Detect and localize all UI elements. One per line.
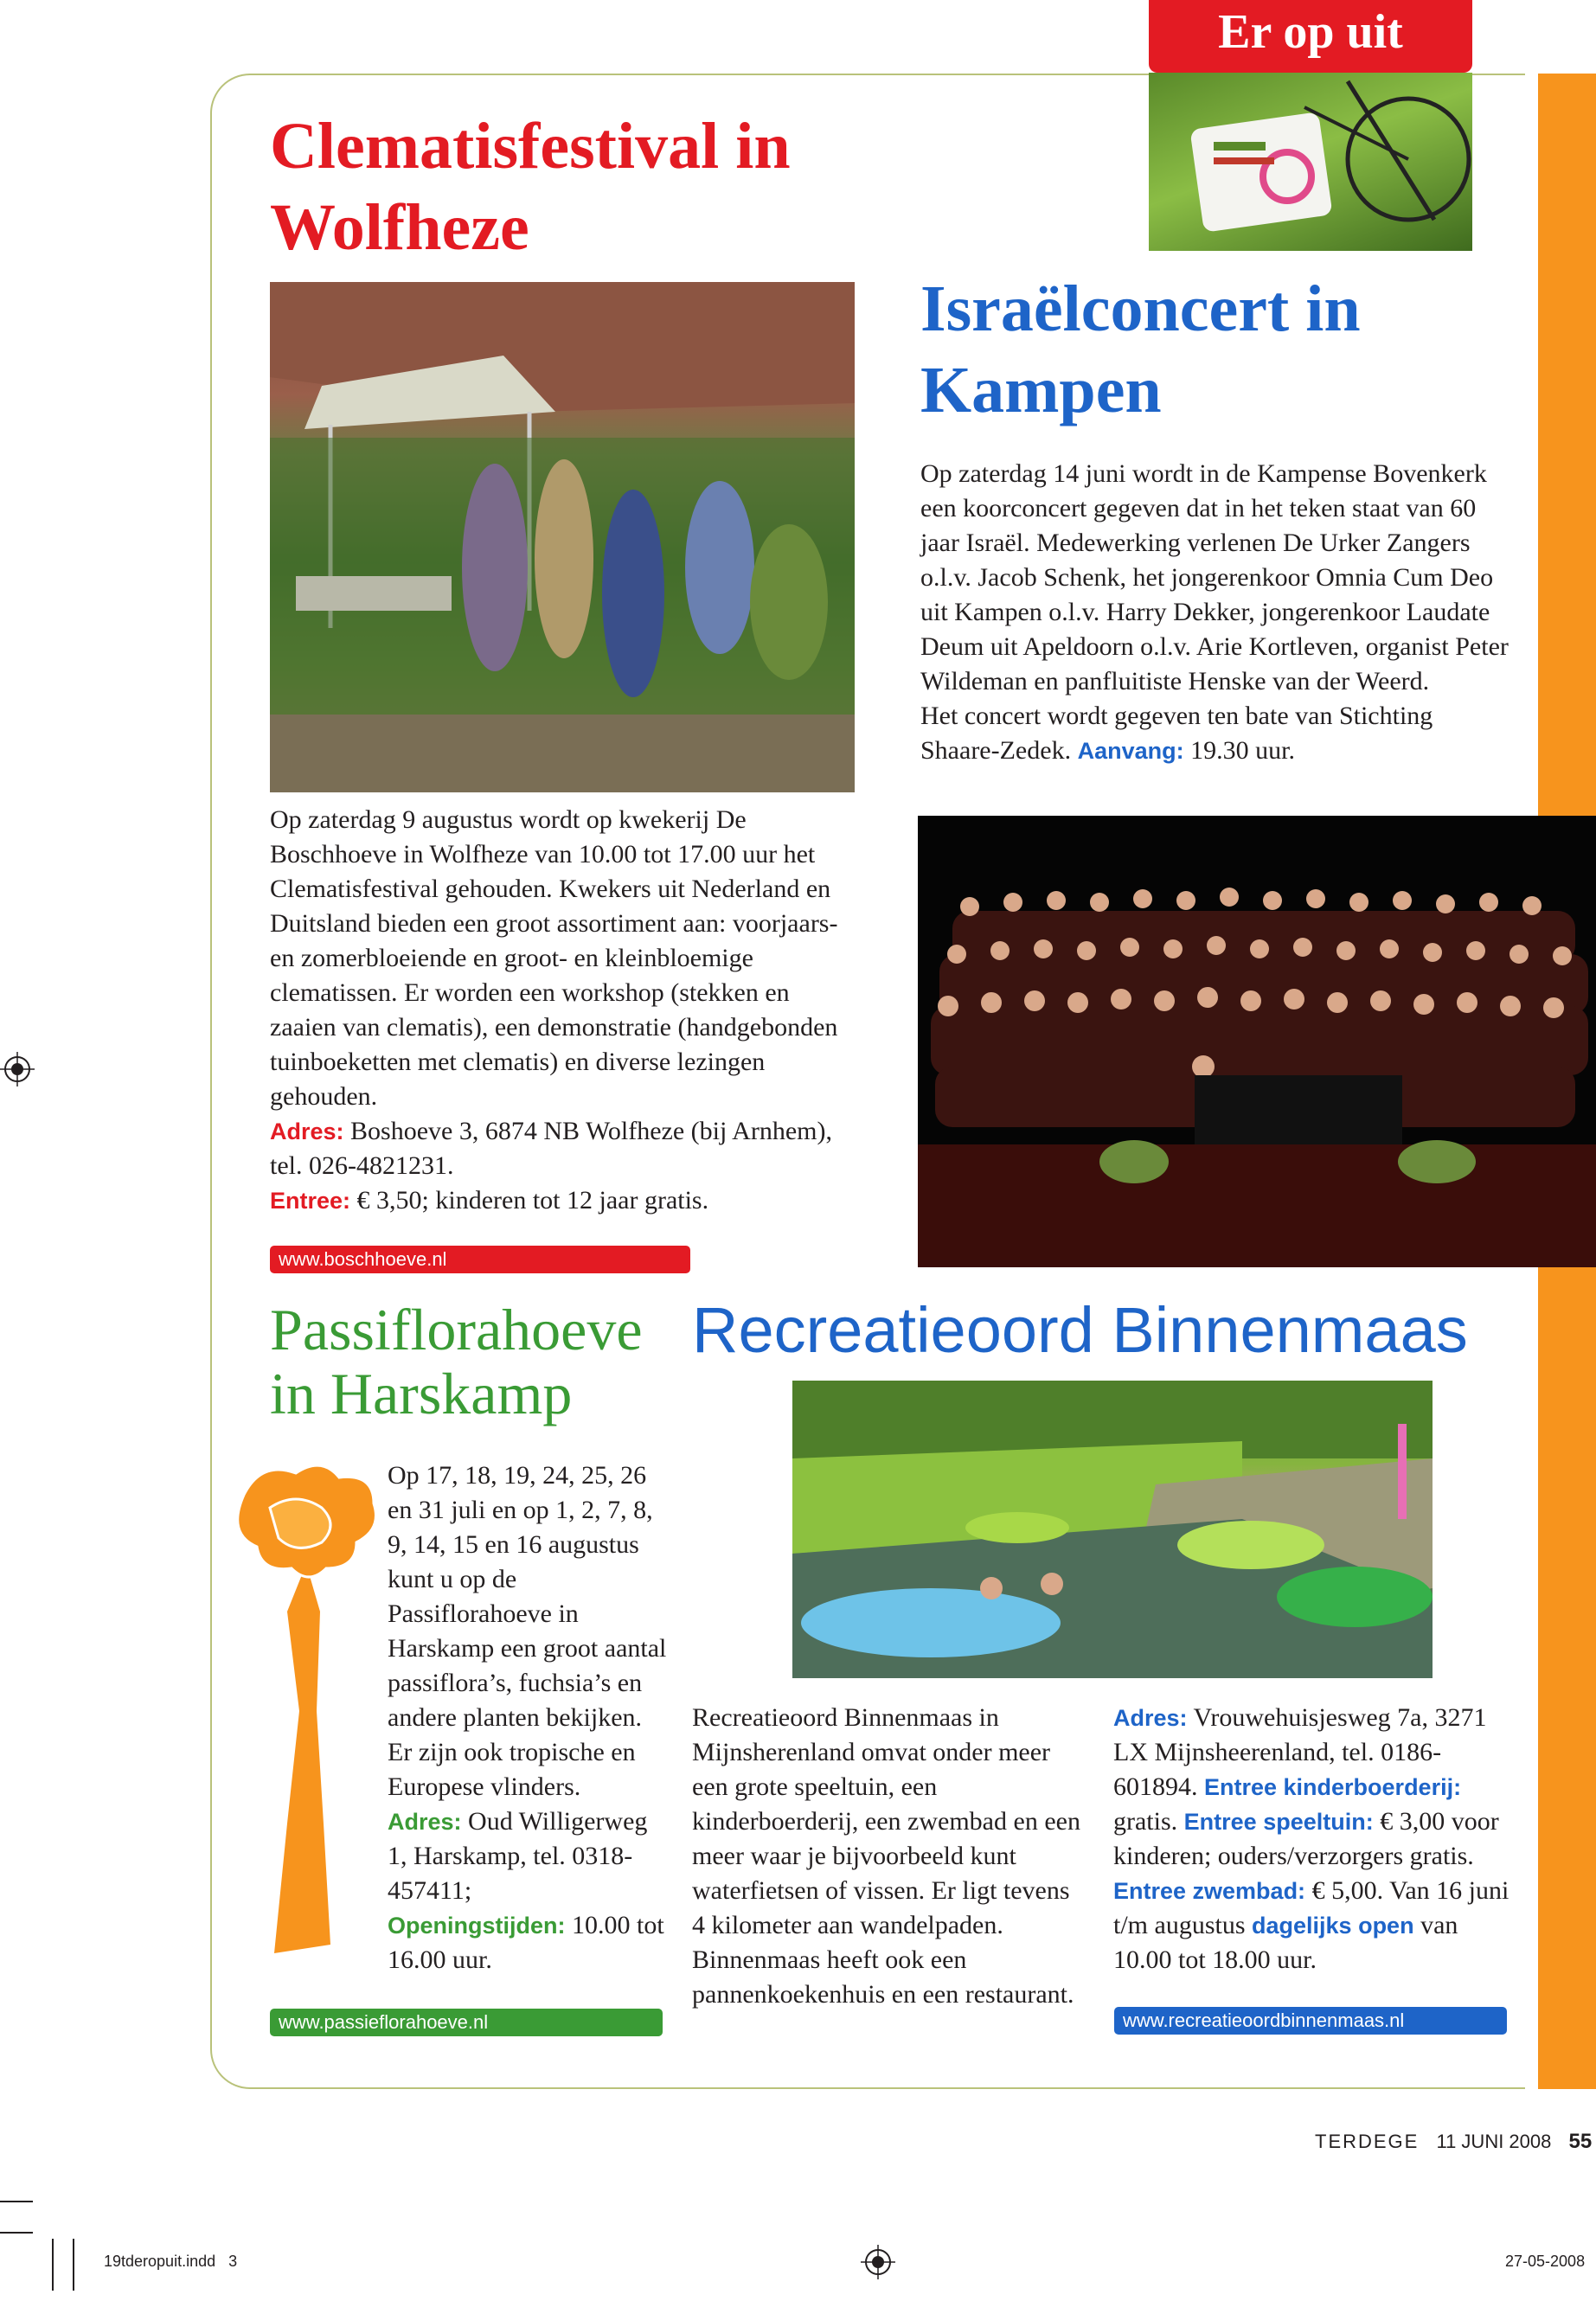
clematis-address-line: [270, 1114, 858, 1183]
crop-mark: [0, 2201, 33, 2202]
binnenmaas-info-text: [1113, 1701, 1511, 1977]
crop-mark: [0, 2232, 33, 2234]
israel-body2-line: [920, 699, 1513, 768]
passiflora-title-line1: Passiflorahoeve: [270, 1297, 643, 1362]
passiflora-address-line: [388, 1804, 671, 1908]
recreation-pool-photo: [792, 1381, 1433, 1678]
israel-start: 19.30 uur.: [1190, 736, 1295, 765]
choir-photo: [918, 816, 1596, 1267]
clematis-festival-photo: [270, 282, 855, 792]
binnenmaas-pool-label: Entree zwembad:: [1113, 1878, 1306, 1904]
binnenmaas-address-label: Adres:: [1113, 1705, 1188, 1731]
passiflora-hours: 10.00 tot 16.00 uur.: [388, 1911, 664, 1974]
section-tab: Er op uit: [1149, 0, 1472, 73]
footer-magazine: TERDEGE: [1315, 2131, 1420, 2152]
crop-mark: [73, 2239, 74, 2291]
passiflora-title-line2: in Harskamp: [270, 1361, 573, 1426]
passiflora-article: [388, 1458, 671, 1977]
passiflora-address: Oud Willigerweg 1, Harskamp, tel. 0318-457411;: [388, 1807, 648, 1905]
clematis-title-line2: Wolfheze: [270, 191, 529, 264]
binnenmaas-info: [1113, 1701, 1511, 1977]
passiflora-body: Op 17, 18, 19, 24, 25, 26 en 31 juli en op 1, 2, 7, 8, 9, 14, 15 en 16 augustus kunt u op de Passiflorahoeve in Harskamp een groot aantal passiflora’s, fuchsia’s en andere planten bekijken. Er zijn ook tropische en Europese vlinders.: [388, 1461, 667, 1801]
binnenmaas-daily: van 10.00 tot 18.00 uur.: [1113, 1911, 1458, 1974]
binnenmaas-pool: € 5,00. Van 16 juni t/m augustus: [1113, 1876, 1509, 1939]
israel-article: [920, 457, 1513, 768]
israel-title-line1: Israëlconcert in: [920, 272, 1361, 345]
registration-mark-bottom-icon: [861, 2245, 895, 2279]
slug-print-date: 27-05-2008: [1505, 2253, 1586, 2270]
footer-page-number: 55: [1568, 2130, 1593, 2153]
clematis-article: [270, 803, 858, 1218]
binnenmaas-address: Vrouwehuisjesweg 7a, 3271 LX Mijnsheerenland, tel. 0186-601894.: [1113, 1703, 1487, 1801]
binnenmaas-body: Recreatieoord Binnenmaas in Mijnsherenland omvat onder meer een grote speeltuin, een kinderboerderij, een zwembad en een meer waar je bijvoorbeeld kunt waterfietsen of vissen. Er ligt tevens 4 kilometer aan wandelpaden. Binnenmaas heeft ook een pannenkoekenhuis en een restaurant.: [692, 1703, 1080, 2009]
binnenmaas-article: [692, 1701, 1081, 2012]
passiflora-flower-illustration: [227, 1460, 382, 1953]
israel-start-label: Aanvang:: [1077, 738, 1184, 764]
passiflora-url-link[interactable]: www.passieflorahoeve.nl: [270, 2009, 663, 2036]
passiflora-hours-label: Openingstijden:: [388, 1913, 566, 1939]
israel-title: [920, 268, 1526, 431]
passiflora-hours-line: [388, 1908, 671, 1977]
page-footer: [1315, 2130, 1592, 2154]
binnenmaas-url-link[interactable]: www.recreatieoordbinnenmaas.nl: [1114, 2007, 1507, 2035]
clematis-entry-line: [270, 1183, 858, 1218]
passiflora-address-label: Adres:: [388, 1809, 462, 1835]
binnenmaas-playground: € 3,00 voor kinderen; ouders/verzorgers gratis.: [1113, 1807, 1499, 1870]
clematis-entry-label: Entree:: [270, 1188, 351, 1214]
clematis-body: Op zaterdag 9 augustus wordt op kwekerij De Boschhoeve in Wolfheze van 10.00 tot 17.00 uur het Clematisfestival gehouden. Kwekers uit Nederland en Duitsland bieden een groot assortiment aan: voorjaars- en zomerbloeiende en groot- en kleinbloemige clematissen. Er worden een workshop (stekken en zaaien van clematis), een demonstratie (handgebonden tuinboeketten met clematis) en diverse lezingen gehouden.: [270, 805, 838, 1111]
crop-mark: [52, 2239, 54, 2291]
passiflora-title: [270, 1298, 668, 1426]
clematis-title-line1: Clematisfestival in: [270, 110, 791, 183]
slug-filename: 19tderopuit.indd 3: [104, 2253, 238, 2270]
binnenmaas-daily-label: dagelijks open: [1252, 1913, 1414, 1939]
clematis-address-label: Adres:: [270, 1118, 344, 1144]
israel-body: Op zaterdag 14 juni wordt in de Kampense Bovenkerk een koorconcert gegeven dat in het teken staat van 60 jaar Israël. Medewerking verlenen De Urker Zangers o.l.v. Jacob Schenk, het jongerenkoor Omnia Cum Deo uit Kampen o.l.v. Harry Dekker, jongerenkoor Laudate Deum uit Apeldoorn o.l.v. Arie Kortleven, organist Peter Wildeman en panfluitiste Henske van der Weerd.: [920, 459, 1509, 695]
clematis-url-link[interactable]: www.boschhoeve.nl: [270, 1246, 690, 1273]
clematis-title: [270, 106, 875, 268]
registration-mark-left-icon: [0, 1052, 35, 1086]
footer-date: 11 JUNI 2008: [1436, 2131, 1552, 2152]
israel-body2: Het concert wordt gegeven ten bate van Stichting Shaare-Zedek.: [920, 702, 1433, 765]
clematis-entry: € 3,50; kinderen tot 12 jaar gratis.: [356, 1186, 709, 1215]
binnenmaas-farm-label: Entree kinderboerderij:: [1204, 1774, 1462, 1800]
clematis-address: Boshoeve 3, 6874 NB Wolfheze (bij Arnhem), tel. 026-4821231.: [270, 1117, 832, 1180]
header-photo-bicycle: [1149, 73, 1472, 251]
binnenmaas-playground-label: Entree speeltuin:: [1183, 1809, 1374, 1835]
binnenmaas-farm: gratis.: [1113, 1807, 1178, 1836]
israel-title-line2: Kampen: [920, 354, 1162, 426]
binnenmaas-title: Recreatieoord Binnenmaas: [692, 1294, 1468, 1366]
